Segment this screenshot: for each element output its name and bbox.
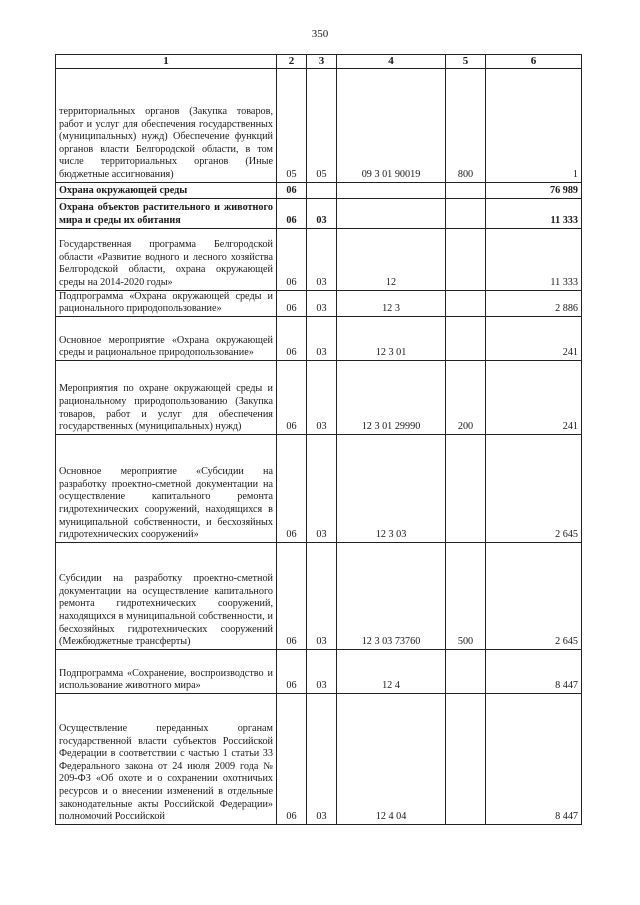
row-vr-cell: 500: [446, 542, 486, 649]
row-name-cell: территориальных органов (Закупка товаров, работ и услуг для обеспечения государственных (муниципальных) нужд) Обеспечение функций органов власти Белгородской области, в том числе территориальных органов (Иные бюджетные ассигнования): [56, 68, 277, 182]
row-name-cell: Государственная программа Белгородской области «Развитие водного и лесного хозяйства Белгородской области, охрана окружающей среды на 2014-2020 годы»: [56, 228, 277, 290]
row-csr-cell: 12 3 01: [337, 316, 446, 360]
budget-table: [55, 54, 582, 825]
row-rz-cell: 06: [277, 649, 307, 693]
table-row: [56, 316, 582, 360]
row-rz-cell: 06: [277, 360, 307, 434]
row-csr-cell: 09 3 01 90019: [337, 68, 446, 182]
row-name-cell: Основное мероприятие «Охрана окружающей среды и рациональное природопользование»: [56, 316, 277, 360]
row-pr-cell: 03: [307, 198, 337, 228]
table-row: [56, 290, 582, 316]
row-csr-cell: 12 4: [337, 649, 446, 693]
row-vr-cell: 800: [446, 68, 486, 182]
table-row: [56, 434, 582, 542]
row-vr-cell: [446, 649, 486, 693]
row-csr-cell: 12 3 03 73760: [337, 542, 446, 649]
row-csr-cell: 12 4 04: [337, 693, 446, 824]
row-sum-cell: 241: [486, 360, 582, 434]
table-row: [56, 542, 582, 649]
row-name-cell: Мероприятия по охране окружающей среды и рациональному природопользованию (Закупка товаров, работ и услуг для обеспечения государственных (муниципальных) нужд): [56, 360, 277, 434]
row-rz-cell: 06: [277, 434, 307, 542]
row-vr-cell: [446, 316, 486, 360]
row-vr-cell: [446, 228, 486, 290]
row-name-cell: Осуществление переданных органам государственной власти субъектов Российской Федерации в соответствии с частью 1 статьи 33 Федерального закона от 24 июля 2009 года № 209-ФЗ «Об охоте и о сохранении охотничьих ресурсов и о внесении изменений в отдельные законодательные акты Российской Федерации» полномочий Российской: [56, 693, 277, 824]
row-rz-cell: 06: [277, 228, 307, 290]
row-vr-cell: 200: [446, 360, 486, 434]
table-row: [56, 198, 582, 228]
row-rz-cell: 06: [277, 182, 307, 198]
row-pr-cell: 03: [307, 360, 337, 434]
column-header: 6: [486, 55, 582, 69]
row-pr-cell: 05: [307, 68, 337, 182]
column-header: 1: [56, 55, 277, 69]
column-header: 3: [307, 55, 337, 69]
row-sum-cell: 1: [486, 68, 582, 182]
row-sum-cell: 2 886: [486, 290, 582, 316]
row-sum-cell: 2 645: [486, 434, 582, 542]
row-vr-cell: [446, 290, 486, 316]
row-name-cell: Подпрограмма «Сохранение, воспроизводство и использование животного мира»: [56, 649, 277, 693]
row-vr-cell: [446, 198, 486, 228]
row-sum-cell: 8 447: [486, 649, 582, 693]
row-csr-cell: [337, 182, 446, 198]
table-row: [56, 360, 582, 434]
table-header-row: [56, 55, 582, 69]
row-csr-cell: 12: [337, 228, 446, 290]
row-pr-cell: 03: [307, 228, 337, 290]
row-rz-cell: 06: [277, 693, 307, 824]
table-row: [56, 228, 582, 290]
row-sum-cell: 2 645: [486, 542, 582, 649]
row-sum-cell: 11 333: [486, 228, 582, 290]
row-name-cell: Основное мероприятие «Субсидии на разработку проектно-сметной документации на осуществление капитального ремонта гидротехнических сооружений, находящихся в муниципальной собственности, и бесхозяйных гидротехнических сооружений»: [56, 434, 277, 542]
row-rz-cell: 06: [277, 542, 307, 649]
row-rz-cell: 06: [277, 290, 307, 316]
row-vr-cell: [446, 693, 486, 824]
row-csr-cell: 12 3: [337, 290, 446, 316]
table-row: [56, 649, 582, 693]
column-header: 5: [446, 55, 486, 69]
row-pr-cell: 03: [307, 290, 337, 316]
column-header: 2: [277, 55, 307, 69]
row-csr-cell: 12 3 03: [337, 434, 446, 542]
column-header: 4: [337, 55, 446, 69]
row-sum-cell: 76 989: [486, 182, 582, 198]
row-pr-cell: 03: [307, 434, 337, 542]
row-vr-cell: [446, 182, 486, 198]
row-pr-cell: 03: [307, 316, 337, 360]
table-row: [56, 182, 582, 198]
row-rz-cell: 06: [277, 316, 307, 360]
row-vr-cell: [446, 434, 486, 542]
table-row: [56, 693, 582, 824]
row-pr-cell: 03: [307, 693, 337, 824]
row-pr-cell: 03: [307, 649, 337, 693]
row-name-cell: Субсидии на разработку проектно-сметной документации на осуществление капитального ремонта гидротехнических сооружений, находящихся в муниципальной собственности, и бесхозяйных гидротехнических сооружений (Межбюджетные трансферты): [56, 542, 277, 649]
row-csr-cell: [337, 198, 446, 228]
table-row: [56, 68, 582, 182]
row-pr-cell: 03: [307, 542, 337, 649]
page-number: 350: [311, 28, 329, 40]
row-name-cell: Охрана объектов растительного и животного мира и среды их обитания: [56, 198, 277, 228]
row-pr-cell: [307, 182, 337, 198]
row-csr-cell: 12 3 01 29990: [337, 360, 446, 434]
row-sum-cell: 11 333: [486, 198, 582, 228]
row-name-cell: Охрана окружающей среды: [56, 182, 277, 198]
row-sum-cell: 8 447: [486, 693, 582, 824]
row-rz-cell: 06: [277, 198, 307, 228]
row-sum-cell: 241: [486, 316, 582, 360]
row-rz-cell: 05: [277, 68, 307, 182]
row-name-cell: Подпрограмма «Охрана окружающей среды и рационального природопользование»: [56, 290, 277, 316]
